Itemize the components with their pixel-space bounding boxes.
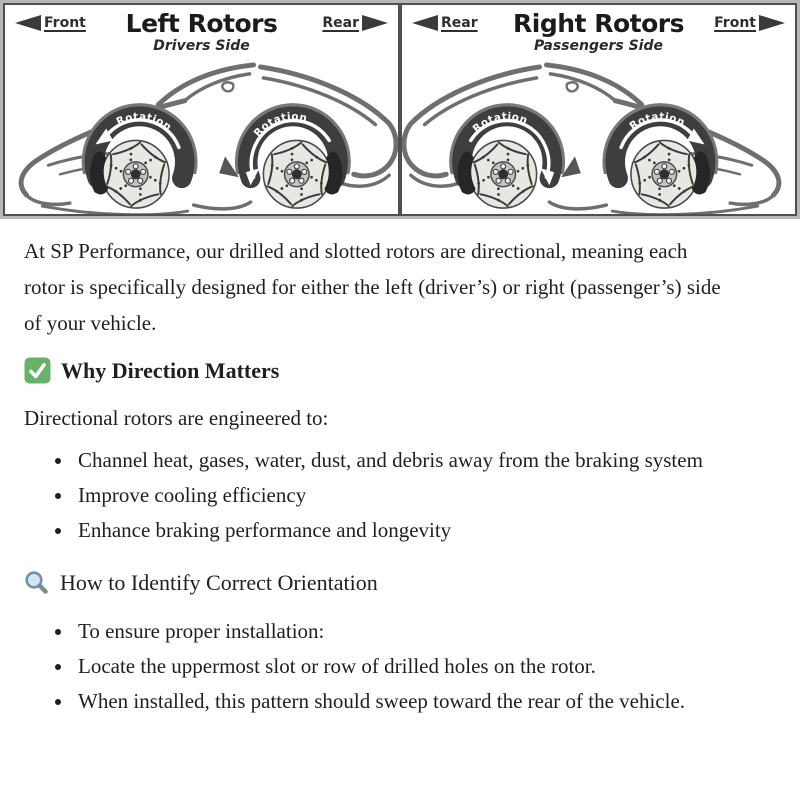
- intro-paragraph: At SP Performance, our drilled and slotted rotors are directional, meaning each rotor is specifically designed for either the left (driver’s) or right (passenger’s) side of your vehicle.: [24, 239, 721, 335]
- list-item: • Channel heat, gases, water, dust, and debris away from the braking system: [74, 443, 704, 478]
- list-item: • Improve cooling efficiency: [74, 478, 704, 513]
- left-rotors-panel: [3, 3, 400, 216]
- direction-label-text: Rear: [441, 15, 478, 31]
- rotation-label-rear: Rotation: [470, 110, 530, 136]
- arrow-right-icon: [362, 15, 388, 31]
- section-heading-identify-orientation: [24, 570, 776, 596]
- list-item: • When installed, this pattern should sweep toward the rear of the vehicle.: [74, 684, 774, 719]
- panel-subtitle: Passengers Side: [534, 38, 663, 54]
- car-sketch-right: [402, 57, 795, 216]
- rear-direction-label: [322, 15, 388, 31]
- front-direction-label: [714, 15, 785, 31]
- section-heading-why-direction-matters: [24, 357, 776, 384]
- rotor-direction-diagram: [0, 0, 800, 219]
- direction-label-text: Rear: [322, 15, 359, 31]
- direction-label-text: Front: [44, 15, 86, 31]
- panel-title: Left Rotors: [125, 9, 278, 38]
- check-mark-icon: [24, 357, 51, 384]
- list-item: • Locate the uppermost slot or row of drilled holes on the rotor.: [74, 649, 774, 684]
- section-heading-text: How to Identify Correct Orientation: [60, 570, 378, 595]
- direction-label-text: Front: [714, 15, 756, 31]
- right-panel-header: [402, 5, 795, 57]
- rotation-label-front: Rotation: [627, 110, 688, 133]
- right-rotors-panel: [400, 3, 797, 216]
- rotation-label-rear: Rotation: [251, 110, 309, 140]
- list-item: • To ensure proper installation:: [74, 614, 774, 649]
- arrow-right-icon: [759, 15, 785, 31]
- panel-title: Right Rotors: [513, 9, 684, 38]
- car-sketch-left: [5, 57, 398, 216]
- left-panel-header: [5, 5, 398, 57]
- benefits-list: [48, 443, 776, 548]
- list-item: • Enhance braking performance and longevity: [74, 513, 704, 548]
- section-lead: Directional rotors are engineered to:: [24, 406, 329, 430]
- article-body: [0, 233, 800, 719]
- panel-subtitle: Drivers Side: [153, 38, 250, 54]
- section-heading-text: Why Direction Matters: [61, 357, 280, 383]
- orientation-steps-list: [48, 614, 776, 719]
- magnifying-glass-icon: [24, 570, 50, 596]
- rotation-label-front: Rotation: [114, 110, 174, 134]
